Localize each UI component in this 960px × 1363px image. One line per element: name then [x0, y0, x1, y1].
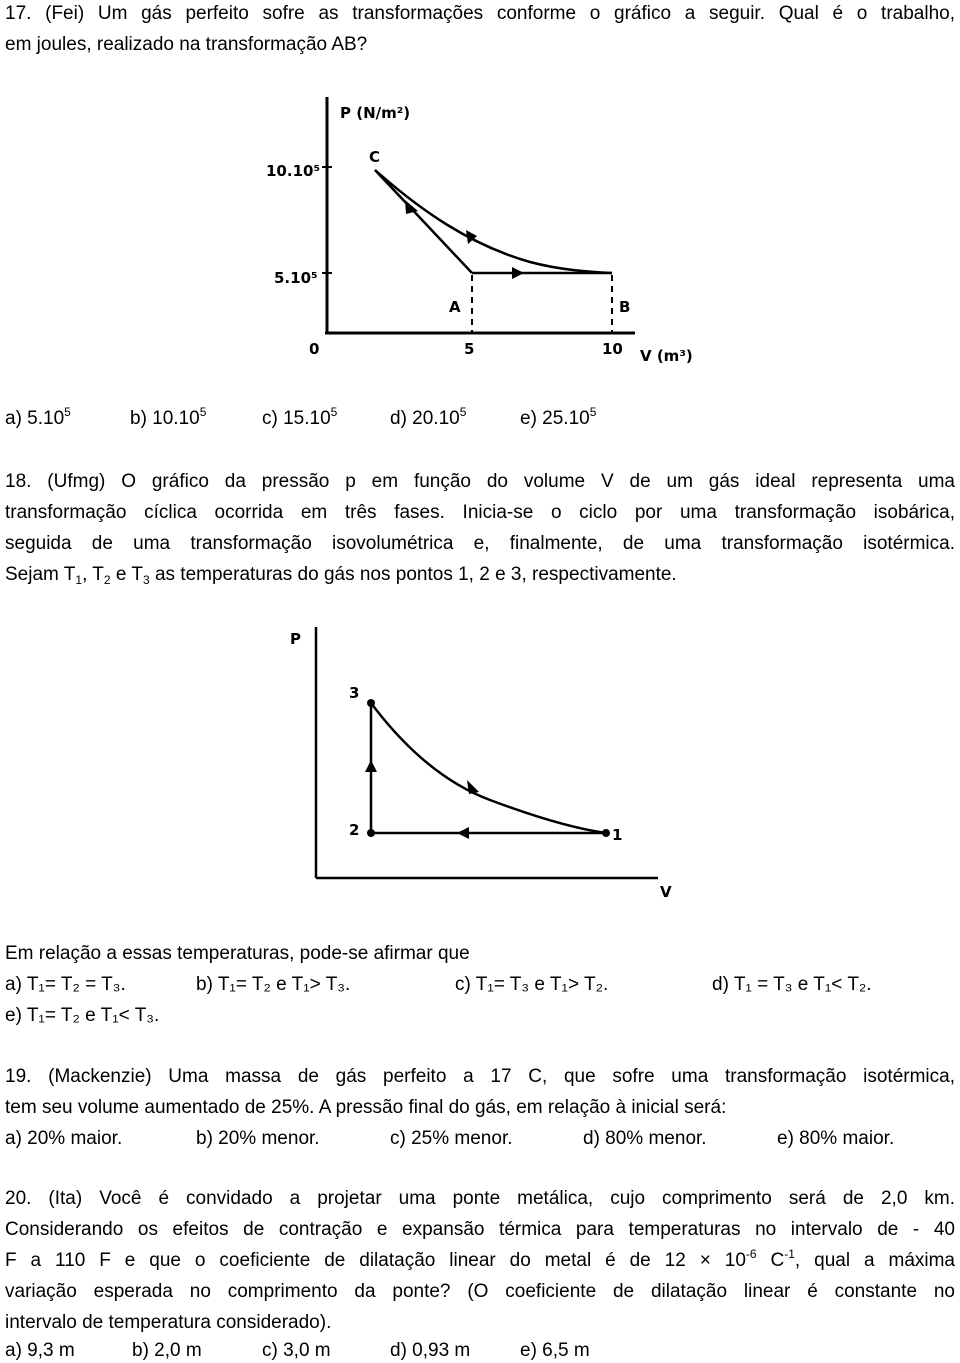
q20-statement-line1: 20. (Ita) Você é convidado a projetar uma ponte metálica, cujo comprimento será de 2,0 km.	[5, 1188, 955, 1209]
q18-arrow-31	[467, 780, 479, 794]
q17-x-tick-10: 10	[602, 340, 623, 358]
q17-statement-line2: em joules, realizado na transformação AB?	[5, 34, 368, 55]
q17-option-c[interactable]: c) 15.10$^5$	[262, 405, 338, 429]
q19-statement-line1: 19. (Mackenzie) Uma massa de gás perfeito a 17 C, que sofre uma transformação isotérmica,	[5, 1066, 955, 1087]
q17-arrow-ab	[512, 267, 524, 279]
q19-statement-line2: tem seu volume aumentado de 25%. A pressão final do gás, em relação à inicial será:	[5, 1097, 727, 1118]
q18-x-axis-label: V	[660, 883, 672, 901]
q18-statement-line4: Sejam $T_1$, $T_2$ e $T_3$ as temperaturas do gás nos pontos 1, 2 e 3, respectivamente.	[5, 564, 677, 587]
q18-y-axis-label: P	[290, 630, 301, 648]
q17-y-tick-low: 5.10⁵	[274, 269, 318, 287]
q20-statement-line3: F a 110 F e que o coeficiente de dilatação linear do metal é de $12 \times 10^{-6}$ $C^{-1}$, qual a máxima	[5, 1247, 955, 1271]
q20-option-e[interactable]: e) 6,5 m	[520, 1340, 590, 1361]
q18-point-marker-1	[602, 829, 610, 837]
q17-option-d[interactable]: d) 20.10$^5$	[390, 405, 467, 429]
q18-curve-31	[371, 703, 606, 833]
q17-option-b[interactable]: b) 10.10$^5$	[130, 405, 207, 429]
q18-prompt: Em relação a essas temperaturas, pode-se afirmar que	[5, 943, 470, 964]
q17-point-c: C	[369, 148, 381, 166]
q18-option-c[interactable]: c) T₁= T₃ e T₁> T₂.	[455, 974, 609, 995]
q19-option-e[interactable]: e) 80% maior.	[777, 1128, 895, 1149]
q17-origin-label: 0	[309, 340, 320, 358]
q19-option-c[interactable]: c) 25% menor.	[390, 1128, 513, 1149]
q18-point-marker-2	[367, 829, 375, 837]
q19-option-b[interactable]: b) 20% menor.	[196, 1128, 320, 1149]
q18-option-b[interactable]: b) T₁= T₂ e T₁> T₃.	[196, 974, 351, 995]
q20-statement-line5: intervalo de temperatura considerado).	[5, 1312, 332, 1333]
q20-option-c[interactable]: c) 3,0 m	[262, 1340, 331, 1361]
q19-option-d[interactable]: d) 80% menor.	[583, 1128, 707, 1149]
q18-arrow-21	[457, 827, 469, 839]
q18-statement-line3: seguida de uma transformação isovolumétrica e, finalmente, de uma transformação isotérmica.	[5, 533, 955, 554]
q18-point-3: 3	[349, 684, 360, 702]
q17-option-a[interactable]: a) 5.10$^5$	[5, 405, 71, 429]
q17-curve-cb	[375, 170, 612, 273]
q18-option-d[interactable]: d) T₁ = T₃ e T₁< T₂.	[712, 974, 872, 995]
q18-option-e[interactable]: e) T₁= T₂ e T₁< T₃.	[5, 1005, 160, 1026]
q17-x-tick-5: 5	[464, 340, 475, 358]
q20-option-d[interactable]: d) 0,93 m	[390, 1340, 471, 1361]
q18-arrow-23	[365, 760, 377, 772]
q20-option-a[interactable]: a) 9,3 m	[5, 1340, 75, 1361]
q17-option-e[interactable]: e) 25.10$^5$	[520, 405, 597, 429]
q18-point-2: 2	[349, 821, 360, 839]
q18-pv-graph	[280, 620, 690, 905]
q17-line-ca	[375, 170, 472, 273]
q18-statement-line2: transformação cíclica ocorrida em três fases. Inicia-se o ciclo por uma transformação isobárica,	[5, 502, 955, 523]
q17-point-b: B	[619, 298, 631, 316]
q20-statement-line4: variação esperada no comprimento da ponte? (O coeficiente de dilatação linear é constante no	[5, 1281, 955, 1302]
q18-option-a[interactable]: a) T₁= T₂ = T₃.	[5, 974, 126, 995]
q17-statement-line1: 17. (Fei) Um gás perfeito sofre as transformações conforme o gráfico a seguir. Qual é o trabalho,	[5, 3, 955, 24]
q20-option-b[interactable]: b) 2,0 m	[132, 1340, 202, 1361]
q18-statement-line1: 18. (Ufmg) O gráfico da pressão p em função do volume V de um gás ideal representa uma	[5, 471, 955, 492]
q18-point-marker-3	[367, 699, 375, 707]
q18-point-1: 1	[612, 826, 623, 844]
q17-y-tick-high: 10.10⁵	[266, 162, 321, 180]
q19-option-a[interactable]: a) 20% maior.	[5, 1128, 123, 1149]
q17-point-a: A	[449, 298, 461, 316]
q17-x-axis-label: V (m³)	[640, 347, 693, 365]
q17-pv-graph	[255, 90, 715, 375]
q17-y-axis-label: P (N/m²)	[340, 104, 411, 122]
q20-statement-line2: Considerando os efeitos de contração e expansão térmica para temperaturas no intervalo de - 40	[5, 1219, 955, 1240]
